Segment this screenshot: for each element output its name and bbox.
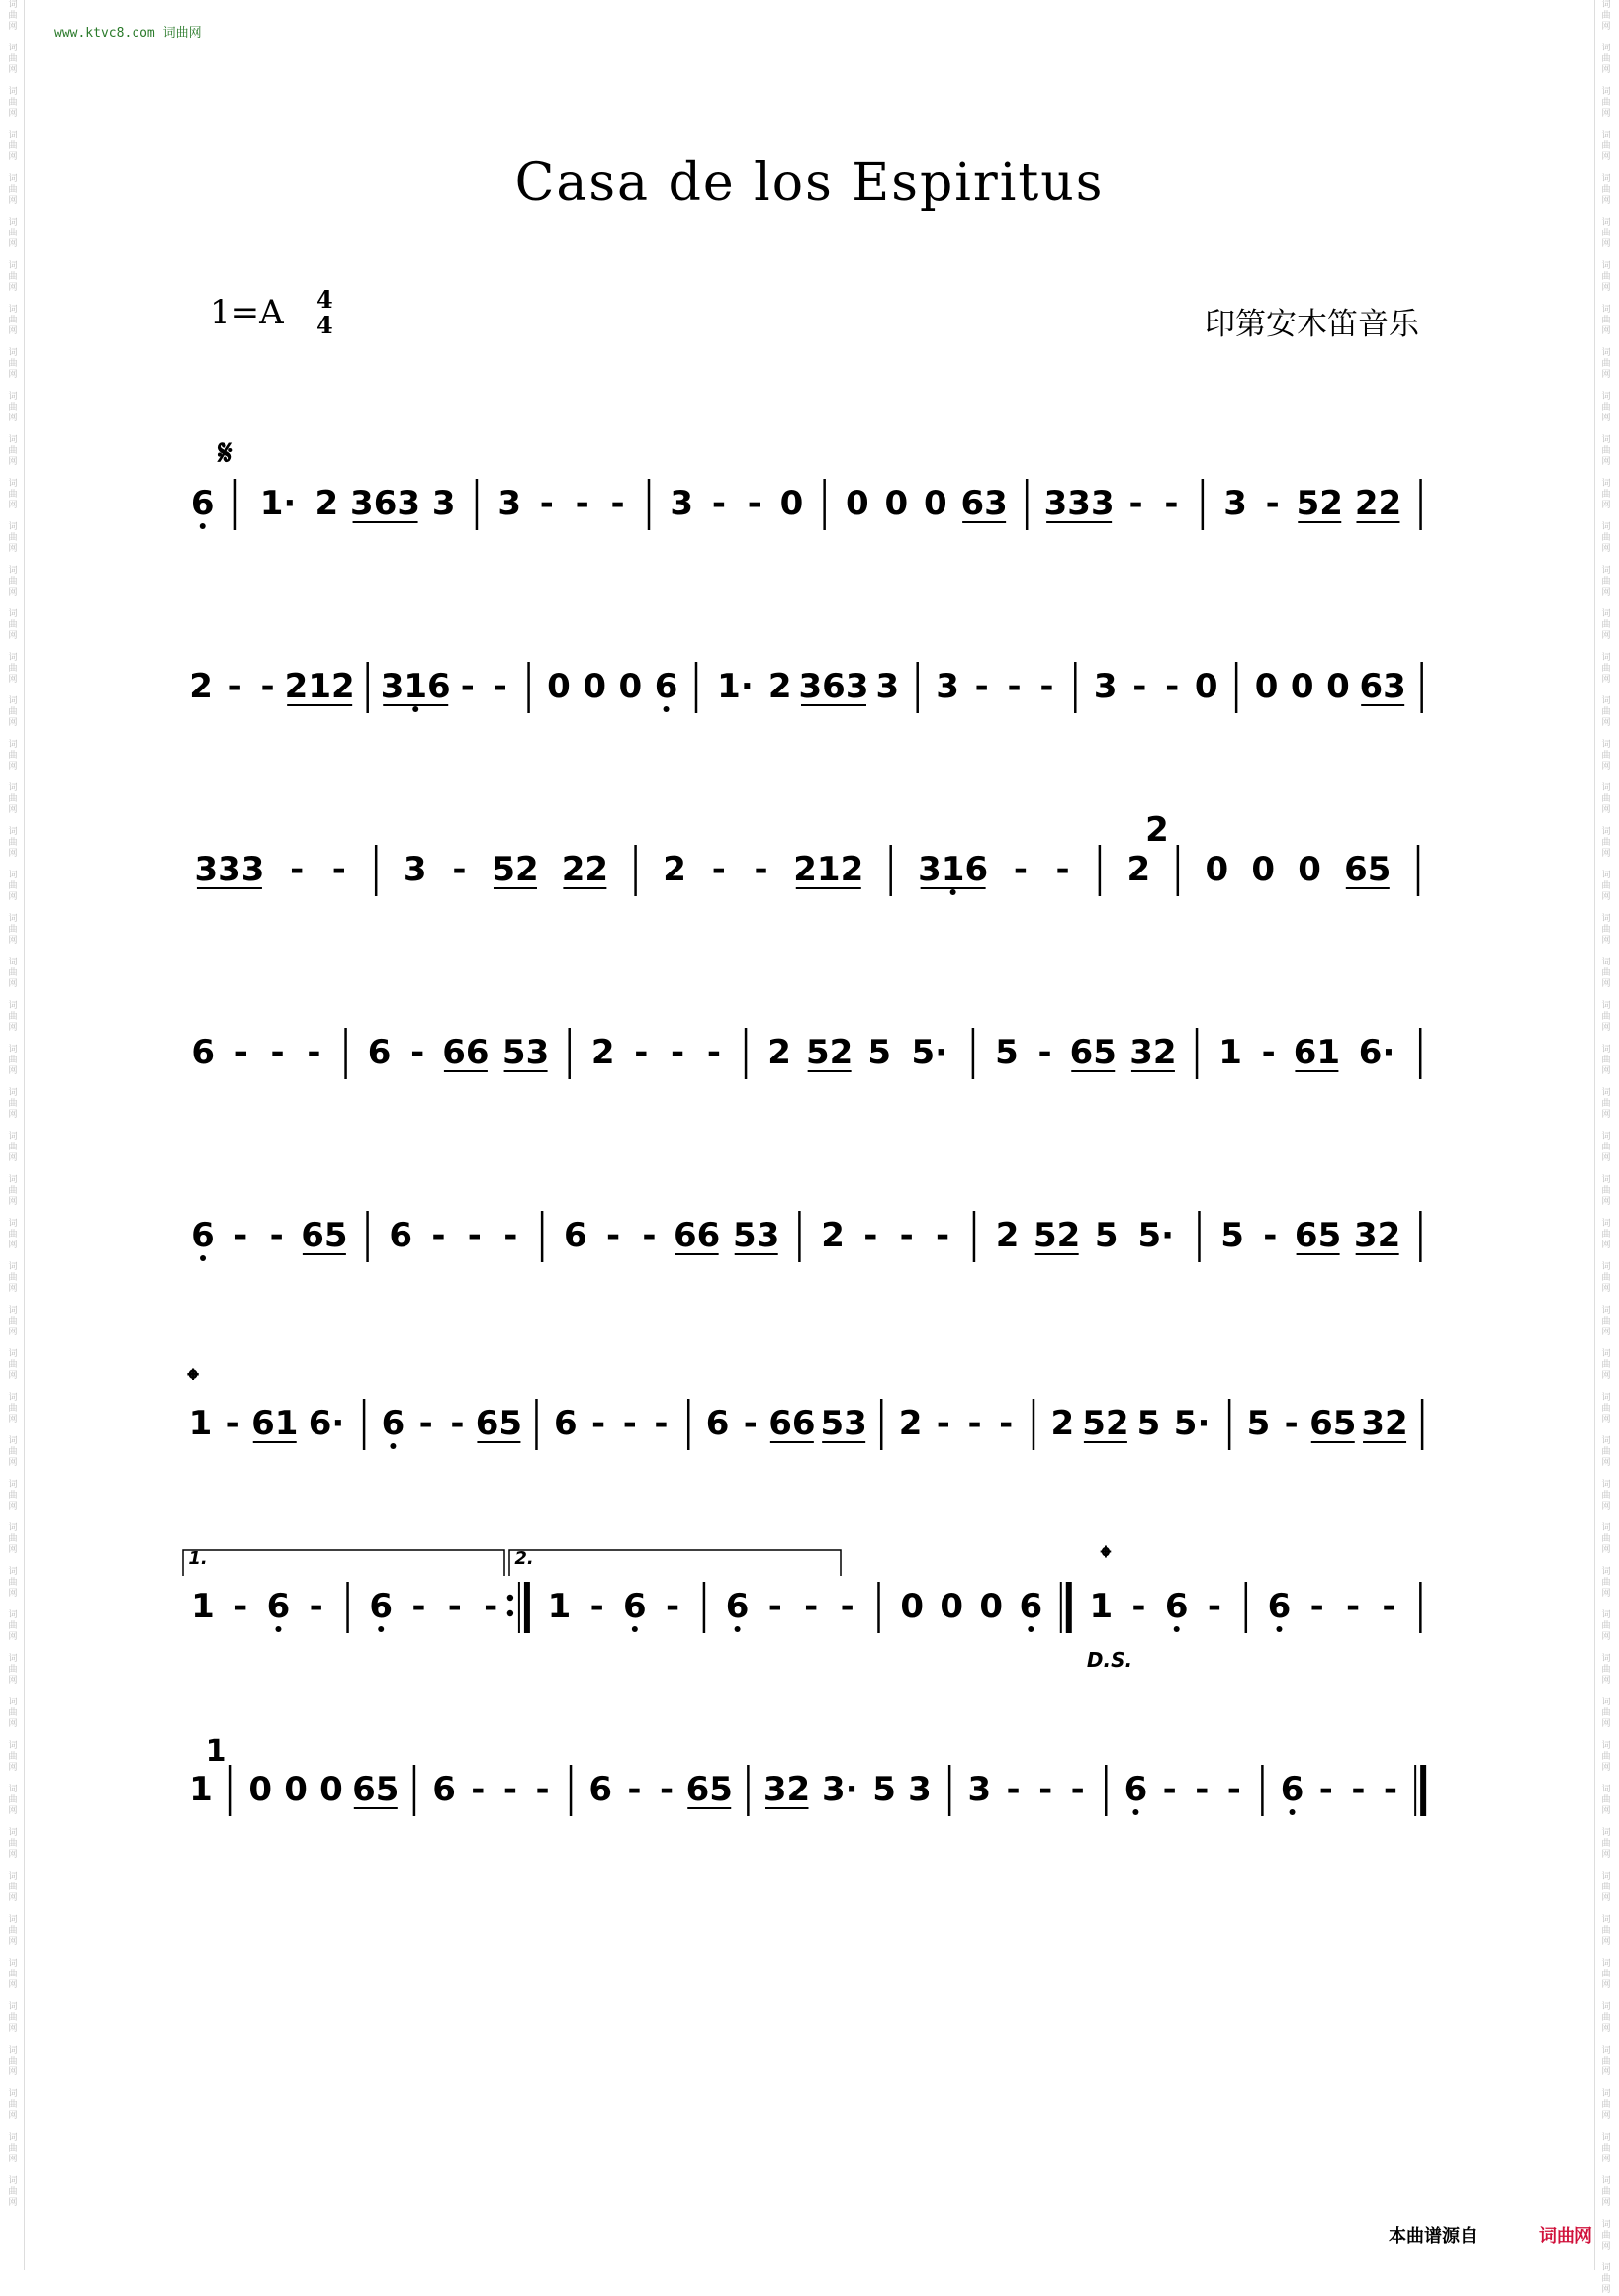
dash-note: - <box>1284 1404 1299 1443</box>
dash-note: - <box>711 484 726 523</box>
note: 6 <box>623 1587 647 1626</box>
note: 1 <box>1089 1587 1114 1626</box>
note: 61 <box>1293 1033 1341 1072</box>
dash-note: - <box>936 1404 950 1443</box>
note: 5 <box>1220 1216 1244 1255</box>
note: 1 <box>547 1587 572 1626</box>
dash-note: - <box>622 1404 637 1443</box>
note: 2 <box>590 1033 615 1072</box>
dash-note: - <box>1265 484 1280 523</box>
note: 22 <box>561 850 609 889</box>
note: 2 <box>663 850 686 889</box>
dash-note: - <box>863 1216 878 1255</box>
note: 6· <box>308 1404 345 1443</box>
note: 3 <box>936 667 959 706</box>
line-5 <box>0 1157 1619 1335</box>
line-4-svg <box>0 974 1619 1152</box>
note: 363 <box>798 667 869 706</box>
dash-note: - <box>1195 1770 1210 1809</box>
line-6 <box>0 1345 1619 1523</box>
octave-dot <box>1276 1626 1282 1632</box>
note: 0 <box>583 667 607 706</box>
note: 0 <box>1251 850 1276 889</box>
dash-note: - <box>290 850 305 889</box>
dash-note: - <box>706 1033 721 1072</box>
note: 6 <box>1124 1770 1148 1809</box>
footer-source: 本曲谱源自 <box>1389 2226 1478 2247</box>
dash-note: - <box>654 1404 669 1443</box>
note: 0 <box>248 1770 273 1809</box>
dash-note: - <box>1382 1587 1396 1626</box>
note: 0 <box>846 484 869 523</box>
dash-note: - <box>1263 1216 1278 1255</box>
dash-note: - <box>535 1770 550 1809</box>
note: 6 <box>553 1404 578 1443</box>
composer: 印第安木笛音乐 <box>1205 307 1419 342</box>
dash-note: - <box>1007 667 1022 706</box>
note: 6 <box>381 1404 405 1443</box>
dash-note: - <box>1164 484 1179 523</box>
dash-note: - <box>539 484 554 523</box>
note: 6 <box>705 1404 730 1443</box>
dash-note: - <box>967 1404 982 1443</box>
note: 2 <box>995 1216 1020 1255</box>
note: 333 <box>1043 484 1115 523</box>
dash-note: - <box>589 1587 604 1626</box>
dash-note: - <box>1039 667 1054 706</box>
note: 5 <box>1246 1404 1271 1443</box>
note: 0 <box>547 667 571 706</box>
octave-dot <box>664 706 670 712</box>
note: 32 <box>1361 1404 1408 1443</box>
note: 1 <box>188 1404 213 1443</box>
note: 65 <box>1294 1216 1342 1255</box>
note: 5 <box>1094 1216 1119 1255</box>
note: 0 <box>884 484 909 523</box>
note: 6 <box>1280 1770 1304 1809</box>
octave-dot <box>1132 1809 1138 1815</box>
note: 6 <box>389 1216 413 1255</box>
note: 3 <box>1093 667 1118 706</box>
note: 316 <box>380 667 451 706</box>
dash-note: - <box>452 850 467 889</box>
dash-note: - <box>999 1404 1014 1443</box>
line-3 <box>0 791 1619 969</box>
octave-dot <box>1174 1626 1180 1632</box>
note: 363 <box>350 484 421 523</box>
note: 0 <box>900 1587 924 1626</box>
dash-note: - <box>666 1587 680 1626</box>
note: 3· <box>821 1770 858 1809</box>
note: 32 <box>763 1770 811 1809</box>
note: 3 <box>875 667 900 706</box>
coda-mark: 𝄌 <box>1101 1540 1111 1573</box>
time-bottom: 4 <box>316 311 333 339</box>
note: 0 <box>319 1770 343 1809</box>
note: 6 <box>725 1587 750 1626</box>
note: 5· <box>1173 1404 1211 1443</box>
note: 316 <box>918 850 989 889</box>
note: 6 <box>1267 1587 1292 1626</box>
note: 53 <box>501 1033 550 1072</box>
note: 3 <box>431 484 456 523</box>
dash-note: - <box>269 1216 284 1255</box>
dash-note: - <box>418 1404 433 1443</box>
key-label: 1=A <box>210 293 284 332</box>
note: 2 <box>767 1033 791 1072</box>
note: 2 <box>189 667 213 706</box>
note: 212 <box>284 667 355 706</box>
dash-note: - <box>711 850 726 889</box>
note: 1 <box>189 1770 213 1809</box>
multi-rest-count: 1 <box>205 1734 226 1769</box>
note: 3 <box>403 850 427 889</box>
note: 6 <box>563 1216 587 1255</box>
note: 3 <box>1223 484 1247 523</box>
dash-note: - <box>575 484 589 523</box>
note: 0 <box>1194 667 1218 706</box>
note: 0 <box>284 1770 308 1809</box>
note: 0 <box>979 1587 1004 1626</box>
note: 65 <box>685 1770 733 1809</box>
dash-note: - <box>1162 1770 1177 1809</box>
dash-note: - <box>503 1216 518 1255</box>
note: 65 <box>301 1216 348 1255</box>
dash-note: - <box>309 1587 323 1626</box>
dash-note: - <box>450 1404 465 1443</box>
note: 32 <box>1129 1033 1177 1072</box>
line-3-svg <box>0 791 1619 969</box>
octave-dot <box>378 1626 384 1632</box>
site-url[interactable]: www.ktvc8.com 词曲网 <box>54 26 202 41</box>
note: 2 <box>1050 1404 1075 1443</box>
note: 52 <box>1296 484 1343 523</box>
right-watermark-border: 词 曲 网 词 曲 网 词 曲 网 词 曲 网 词 曲 网 词 曲 网 词 曲 网 词 曲 网 词 曲 网 词 曲 网 词 曲 网 词 曲 网 词 曲 网 词 曲 网 词 曲 网 词 曲 网 词 曲 网 词 曲 网 词 曲 网 词 曲 网 词 曲 网 词 曲 网 词 曲 网 词 曲 网 词 曲 网 词 曲 网 词 曲 网 词 曲 网 词 曲 网 词 曲 网 词 曲 网 词 曲 网 词 曲 网 词 曲 网 词 曲 网 词 曲 网 词 曲 网 词 曲 网 词 曲 网 词 曲 网 词 曲 网 词 曲 网 词 曲 网 词 曲 网 词 曲 网 词 曲 网 词 曲 网 词 曲 网 词 曲 网 词 曲 网 词 曲 网 词 曲 网 词 曲 网 <box>1594 0 1617 2270</box>
note: 6 <box>1019 1587 1043 1626</box>
dash-note: - <box>627 1770 642 1809</box>
dash-note: - <box>331 850 346 889</box>
note: 6 <box>191 1216 215 1255</box>
dash-note: - <box>1013 850 1028 889</box>
volta-1-label: 1. <box>188 1548 208 1569</box>
note: 6· <box>1358 1033 1395 1072</box>
octave-dot <box>390 1443 396 1449</box>
dash-note: - <box>1132 667 1147 706</box>
dash-note: - <box>591 1404 606 1443</box>
time-top: 4 <box>316 285 333 314</box>
note: 63 <box>960 484 1008 523</box>
repeat-dot <box>507 1610 513 1616</box>
multi-rest-count: 2 <box>1145 810 1169 850</box>
octave-dot <box>632 1626 638 1632</box>
note: 66 <box>768 1404 816 1443</box>
dash-note: - <box>411 1587 426 1626</box>
octave-dot <box>412 706 418 712</box>
dash-note: - <box>233 1033 248 1072</box>
note: 212 <box>793 850 864 889</box>
note: 0 <box>1254 667 1279 706</box>
dash-note: - <box>754 850 768 889</box>
note: 3 <box>497 484 521 523</box>
dash-note: - <box>605 1216 621 1255</box>
note: 6 <box>266 1587 291 1626</box>
note: 65 <box>352 1770 400 1809</box>
note: 52 <box>805 1033 854 1072</box>
dash-note: - <box>471 1770 486 1809</box>
note: 22 <box>1354 484 1402 523</box>
octave-dot <box>275 1626 281 1632</box>
dash-note: - <box>1128 484 1143 523</box>
note: 2 <box>898 1404 923 1443</box>
dash-note: - <box>767 1587 782 1626</box>
dash-note: - <box>447 1587 462 1626</box>
dash-note: - <box>233 1216 248 1255</box>
dash-note: - <box>659 1770 675 1809</box>
dash-note: - <box>804 1587 819 1626</box>
coda-mark: 𝄌 <box>187 1363 199 1398</box>
note: 0 <box>923 484 947 523</box>
volta-bracket-1 <box>183 1550 504 1576</box>
dash-note: - <box>936 1216 950 1255</box>
note: 333 <box>194 850 265 889</box>
note: 2 <box>315 484 339 523</box>
dash-note: - <box>1207 1587 1222 1626</box>
dash-note: - <box>1226 1770 1241 1809</box>
line-6-svg <box>0 1345 1619 1523</box>
note: 66 <box>673 1216 721 1255</box>
octave-dot <box>950 889 956 895</box>
dash-note: - <box>1070 1770 1085 1809</box>
note: 32 <box>1354 1216 1401 1255</box>
line-7 <box>0 1528 1619 1706</box>
dash-note: - <box>1261 1033 1276 1072</box>
line-4 <box>0 974 1619 1152</box>
note: 53 <box>820 1404 867 1443</box>
dash-note: - <box>1309 1587 1324 1626</box>
octave-dot <box>1290 1809 1296 1815</box>
note: 63 <box>1359 667 1406 706</box>
volta-2-label: 2. <box>514 1548 534 1569</box>
note: 0 <box>1298 850 1321 889</box>
dash-note: - <box>899 1216 914 1255</box>
repeat-dot <box>507 1595 513 1601</box>
line-1-svg <box>0 425 1619 603</box>
dash-note: - <box>1383 1770 1398 1809</box>
note: 0 <box>940 1587 964 1626</box>
dash-note: - <box>502 1770 517 1809</box>
dash-note: - <box>484 1587 498 1626</box>
dash-note: - <box>270 1033 285 1072</box>
note: 1 <box>191 1587 215 1626</box>
dash-note: - <box>307 1033 321 1072</box>
dash-note: - <box>743 1404 758 1443</box>
key-signature <box>210 285 333 339</box>
dash-note: - <box>974 667 989 706</box>
dash-note: - <box>460 667 475 706</box>
note: 5 <box>1136 1404 1161 1443</box>
volta-bracket-2 <box>509 1550 841 1576</box>
dash-note: - <box>642 1216 657 1255</box>
left-watermark-border: 词 曲 网 词 曲 网 词 曲 网 词 曲 网 词 曲 网 词 曲 网 词 曲 网 词 曲 网 词 曲 网 词 曲 网 词 曲 网 词 曲 网 词 曲 网 词 曲 网 词 曲 网 词 曲 网 词 曲 网 词 曲 网 词 曲 网 词 曲 网 词 曲 网 词 曲 网 词 曲 网 词 曲 网 词 曲 网 词 曲 网 词 曲 网 词 曲 网 词 曲 网 词 曲 网 词 曲 网 词 曲 网 词 曲 网 词 曲 网 词 曲 网 词 曲 网 词 曲 网 词 曲 网 词 曲 网 词 曲 网 词 曲 网 词 曲 网 词 曲 网 词 曲 网 词 曲 网 词 曲 网 词 曲 网 词 曲 网 词 曲 网 词 曲 网 词 曲 网 <box>2 0 25 2270</box>
note: 5 <box>995 1033 1019 1072</box>
time-signature <box>316 287 333 338</box>
dash-note: - <box>1165 667 1180 706</box>
dash-note: - <box>493 667 507 706</box>
note: 6 <box>190 484 215 523</box>
note: 0 <box>1205 850 1229 889</box>
dash-note: - <box>1037 1033 1052 1072</box>
note: 0 <box>1326 667 1350 706</box>
dash-note: - <box>227 667 242 706</box>
line-8 <box>0 1711 1619 1889</box>
dash-note: - <box>225 1404 240 1443</box>
note: 6 <box>432 1770 456 1809</box>
note: 65 <box>1069 1033 1117 1072</box>
dash-note: - <box>671 1033 685 1072</box>
dash-note: - <box>1006 1770 1021 1809</box>
line-5-svg <box>0 1157 1619 1335</box>
segno-mark: 𝄋 <box>218 433 233 474</box>
song-title: Casa de los Espiritus <box>514 153 1105 213</box>
note: 0 <box>618 667 643 706</box>
dash-note: - <box>260 667 275 706</box>
dash-note: - <box>610 484 625 523</box>
note: 5· <box>1137 1216 1175 1255</box>
note: 5· <box>911 1033 948 1072</box>
note: 5 <box>867 1033 892 1072</box>
note: 2 <box>1126 850 1151 889</box>
dash-note: - <box>1346 1587 1361 1626</box>
note: 6 <box>654 667 678 706</box>
note: 0 <box>779 484 804 523</box>
dash-note: - <box>840 1587 854 1626</box>
note: 6 <box>588 1770 613 1809</box>
line-2 <box>0 608 1619 786</box>
note: 1· <box>259 484 297 523</box>
octave-dot <box>735 1626 741 1632</box>
dash-note: - <box>1131 1587 1146 1626</box>
note: 6 <box>369 1587 394 1626</box>
dash-note: - <box>431 1216 446 1255</box>
octave-dot <box>1028 1626 1034 1632</box>
note: 0 <box>1290 667 1314 706</box>
dash-note: - <box>634 1033 649 1072</box>
note: 3 <box>670 484 694 523</box>
note: 6 <box>191 1033 216 1072</box>
octave-dot <box>200 1255 206 1261</box>
dash-note: - <box>1351 1770 1366 1809</box>
note: 2 <box>767 667 792 706</box>
line-8-svg <box>0 1711 1619 1889</box>
dash-note: - <box>747 484 762 523</box>
dash-note: - <box>410 1033 425 1072</box>
note: 52 <box>1034 1216 1081 1255</box>
note: 6 <box>367 1033 392 1072</box>
line-1 <box>0 425 1619 603</box>
note: 1 <box>1218 1033 1242 1072</box>
note: 2 <box>821 1216 845 1255</box>
line-7-svg <box>0 1528 1619 1706</box>
note: 52 <box>492 850 539 889</box>
note: 6 <box>1164 1587 1189 1626</box>
note: 3 <box>967 1770 992 1809</box>
dash-note: - <box>1318 1770 1333 1809</box>
dash-note: - <box>233 1587 248 1626</box>
octave-dot <box>200 523 206 529</box>
note: 65 <box>1344 850 1392 889</box>
dash-note: - <box>1055 850 1070 889</box>
note: 53 <box>733 1216 780 1255</box>
line-2-svg <box>0 608 1619 786</box>
footer-site-link[interactable]: 词曲网 <box>1539 2226 1592 2247</box>
note: 52 <box>1082 1404 1129 1443</box>
note: 5 <box>872 1770 896 1809</box>
note: 66 <box>442 1033 490 1072</box>
dash-note: - <box>1038 1770 1053 1809</box>
note: 1· <box>717 667 754 706</box>
ds-label: D.S. <box>1086 1648 1133 1672</box>
dash-note: - <box>467 1216 482 1255</box>
note: 65 <box>475 1404 523 1443</box>
note: 65 <box>1309 1404 1357 1443</box>
note: 3 <box>908 1770 932 1809</box>
note: 61 <box>251 1404 299 1443</box>
